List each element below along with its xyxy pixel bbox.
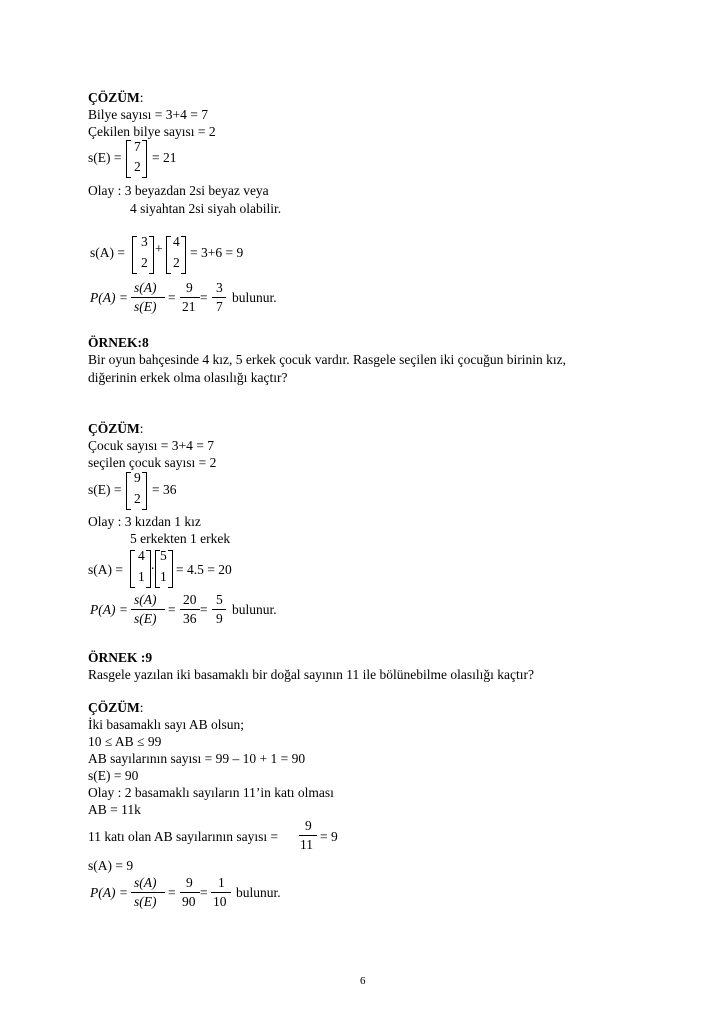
count-result: = 9 xyxy=(320,829,338,844)
equals-sign: = xyxy=(200,885,208,900)
comb-top: 7 xyxy=(134,139,141,154)
fraction-denominator: 21 xyxy=(182,299,196,314)
fraction-denominator: 90 xyxy=(182,894,196,909)
fraction-denominator: 36 xyxy=(183,611,197,626)
conclusion-text: bulunur. xyxy=(232,290,277,305)
fraction-denominator: s(E) xyxy=(134,894,157,909)
bracket-right xyxy=(181,236,186,274)
fraction-denominator: 9 xyxy=(216,611,223,626)
text-line: s(A) = 9 xyxy=(88,858,134,873)
text-line: Bilye sayısı = 3+4 = 7 xyxy=(88,107,208,122)
equals-sign: = xyxy=(200,602,208,617)
bracket-right xyxy=(149,236,154,274)
sE-result: = 21 xyxy=(152,150,177,165)
fraction-denominator: 11 xyxy=(300,837,313,852)
equals-sign: = xyxy=(168,885,176,900)
fraction-bar xyxy=(131,297,165,298)
fraction-numerator: 5 xyxy=(216,592,223,607)
fraction-numerator: 20 xyxy=(183,592,197,607)
probability-label: P(A) = xyxy=(90,885,128,900)
comb-top: 9 xyxy=(134,470,141,485)
bracket-left xyxy=(166,236,171,274)
comb-top: 5 xyxy=(160,548,167,563)
question-line: diğerinin erkek olma olasılığı kaçtır? xyxy=(88,370,288,385)
page-number: 6 xyxy=(360,975,366,987)
fraction-bar xyxy=(212,609,226,610)
fraction-bar xyxy=(180,609,200,610)
comb-bottom: 1 xyxy=(138,569,145,584)
conclusion-text: bulunur. xyxy=(236,885,281,900)
question-line: Rasgele yazılan iki basamaklı bir doğal sayının 11 ile bölünebilme olasılığı kaçtır? xyxy=(88,667,535,682)
comb-bottom: 1 xyxy=(160,569,167,584)
bracket-left xyxy=(132,236,137,274)
fraction-numerator: 9 xyxy=(186,280,193,295)
bracket-right xyxy=(142,472,147,510)
fraction-numerator: 9 xyxy=(305,818,312,833)
text-line: Çekilen bilye sayısı = 2 xyxy=(88,124,216,139)
fraction-bar xyxy=(299,835,317,836)
comb-bottom: 2 xyxy=(141,255,148,270)
equals-sign: = xyxy=(168,602,176,617)
sE-label: s(E) = xyxy=(88,150,122,165)
sA-result: = 4.5 = 20 xyxy=(176,562,232,577)
example-heading-9: ÖRNEK :9 xyxy=(88,650,153,665)
fraction-denominator: s(E) xyxy=(134,611,157,626)
fraction-numerator: 9 xyxy=(186,875,193,890)
fraction-numerator: s(A) xyxy=(134,592,157,607)
text-line: 11 katı olan AB sayılarının sayısı = xyxy=(88,829,279,844)
comb-bottom: 2 xyxy=(134,159,141,174)
fraction-denominator: 10 xyxy=(213,894,227,909)
fraction-denominator: s(E) xyxy=(134,299,157,314)
bracket-right xyxy=(142,140,147,178)
fraction-bar xyxy=(131,609,165,610)
fraction-bar xyxy=(211,892,231,893)
bracket-left xyxy=(126,472,131,510)
fraction-numerator: 3 xyxy=(216,280,223,295)
solution-heading-2: ÇÖZÜM: xyxy=(88,421,144,436)
text-line: AB = 11k xyxy=(88,802,141,817)
event-line: 5 erkekten 1 erkek xyxy=(130,531,231,546)
bracket-right xyxy=(168,550,173,588)
fraction-numerator: s(A) xyxy=(134,280,157,295)
event-line: Olay : 3 beyazdan 2si beyaz veya xyxy=(88,183,269,198)
bracket-left xyxy=(126,140,131,178)
text-line: 10 ≤ AB ≤ 99 xyxy=(88,734,162,749)
solution-heading-1: ÇÖZÜM: xyxy=(88,90,144,105)
sA-label: s(A) = xyxy=(88,562,123,577)
comb-top: 3 xyxy=(141,234,148,249)
event-line: 4 siyahtan 2si siyah olabilir. xyxy=(130,201,282,216)
comb-bottom: 2 xyxy=(134,491,141,506)
event-line: Olay : 3 kızdan 1 kız xyxy=(88,514,201,529)
sA-result: = 3+6 = 9 xyxy=(190,245,244,260)
fraction-bar xyxy=(180,892,200,893)
comb-bottom: 2 xyxy=(173,255,180,270)
text-line: AB sayılarının sayısı = 99 – 10 + 1 = 90 xyxy=(88,751,306,766)
fraction-numerator: 1 xyxy=(218,875,225,890)
fraction-bar xyxy=(180,297,200,298)
text-line: seçilen çocuk sayısı = 2 xyxy=(88,455,217,470)
fraction-bar xyxy=(212,297,226,298)
bracket-left xyxy=(130,550,135,588)
fraction-denominator: 7 xyxy=(216,299,223,314)
sE-result: = 36 xyxy=(152,482,177,497)
plus-sign: + xyxy=(155,241,163,256)
equals-sign: = xyxy=(168,290,176,305)
text-line: Çocuk sayısı = 3+4 = 7 xyxy=(88,438,214,453)
solution-heading-3: ÇÖZÜM: xyxy=(88,700,144,715)
fraction-numerator: s(A) xyxy=(134,875,157,890)
example-heading-8: ÖRNEK:8 xyxy=(88,335,149,350)
text-line: s(E) = 90 xyxy=(88,768,139,783)
question-line: Bir oyun bahçesinde 4 kız, 5 erkek çocuk vardır. Rasgele seçilen iki çocuğun birinin kız, xyxy=(88,352,566,367)
probability-label: P(A) = xyxy=(90,602,128,617)
fraction-bar xyxy=(131,892,165,893)
sA-label: s(A) = xyxy=(90,245,125,260)
equals-sign: = xyxy=(200,290,208,305)
text-line: İki basamaklı sayı AB olsun; xyxy=(88,717,244,732)
sE-label: s(E) = xyxy=(88,482,122,497)
text-line: Olay : 2 basamaklı sayıların 11’in katı olması xyxy=(88,785,334,800)
conclusion-text: bulunur. xyxy=(232,602,277,617)
probability-label: P(A) = xyxy=(90,290,128,305)
comb-top: 4 xyxy=(173,234,180,249)
multiplication-dot: . xyxy=(151,557,155,572)
comb-top: 4 xyxy=(138,548,145,563)
